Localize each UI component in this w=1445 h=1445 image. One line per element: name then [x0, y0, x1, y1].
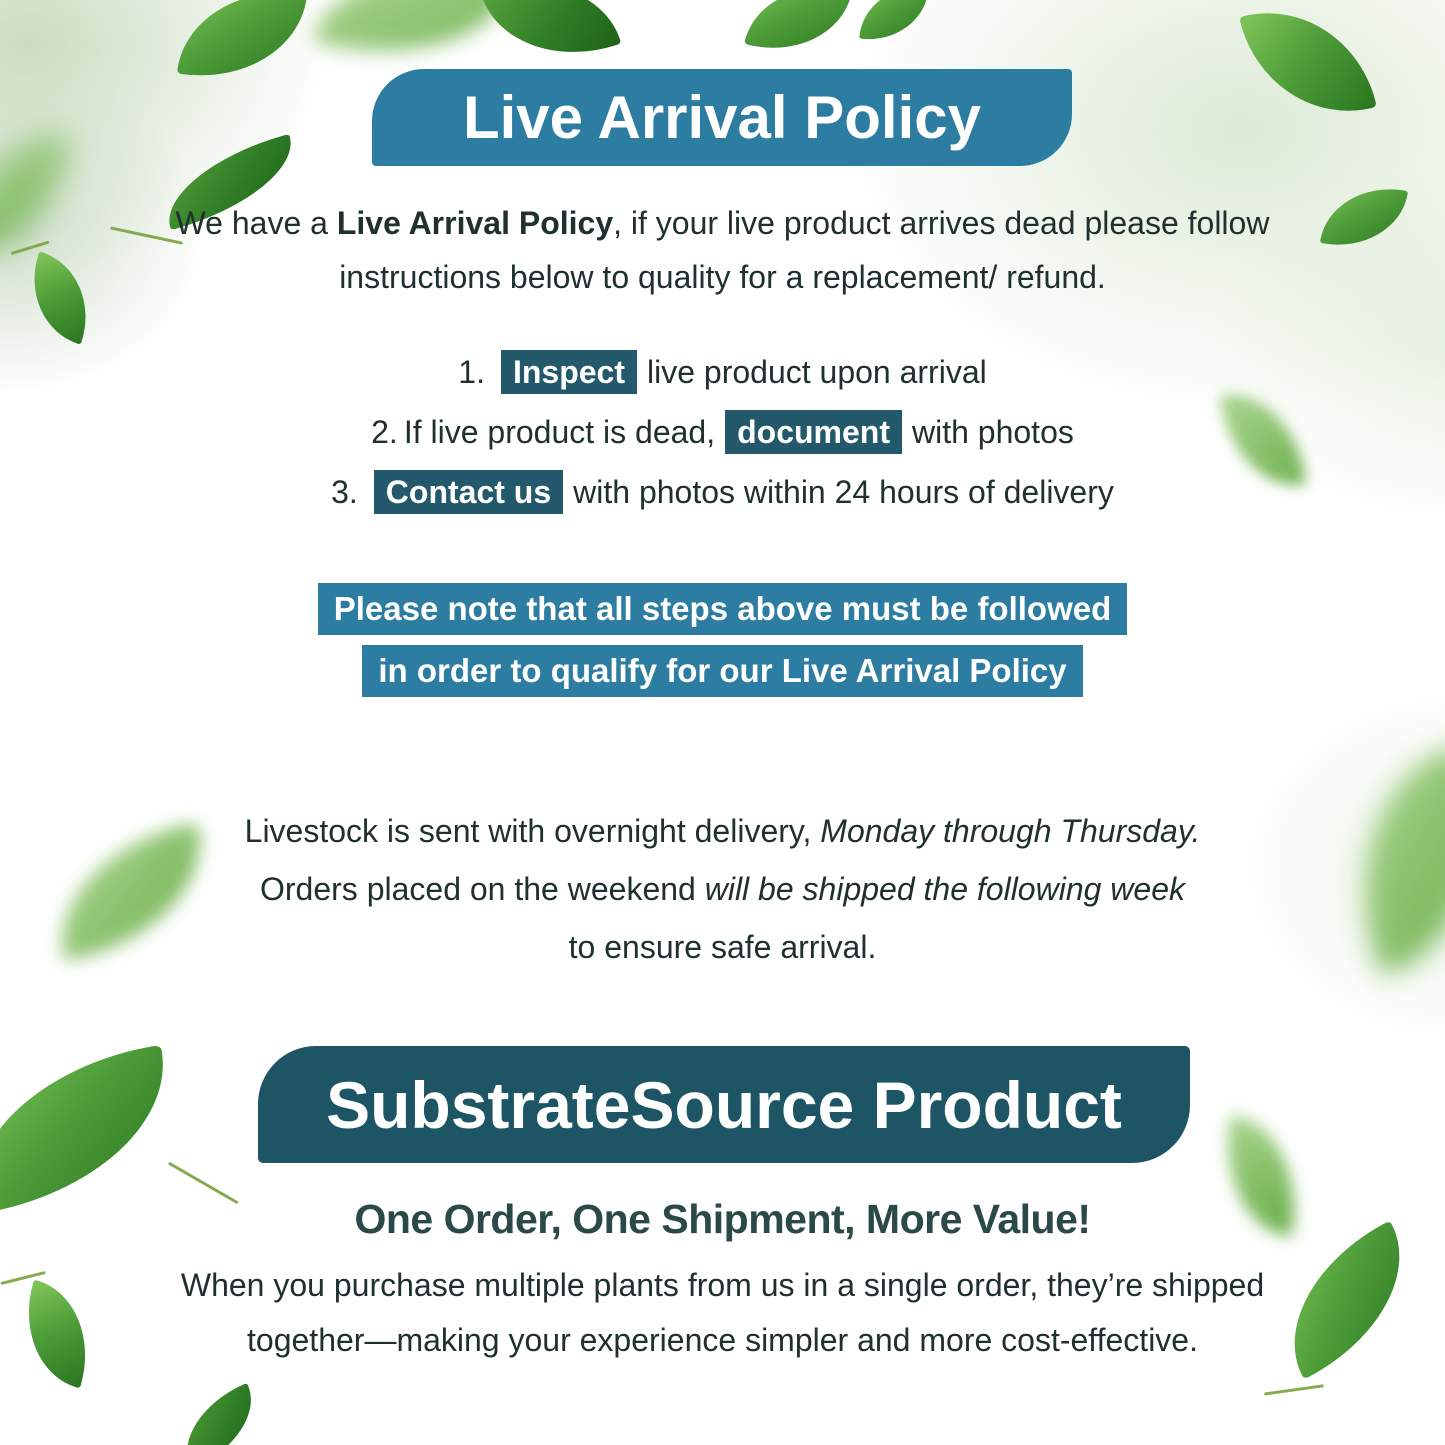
- step-highlight-inspect: Inspect: [501, 350, 637, 394]
- step-item-2: [0, 410, 1445, 454]
- value-heading-text: One Order, One Shipment, More Value!: [354, 1196, 1091, 1242]
- step-number: 2.: [371, 414, 398, 450]
- leaf-decoration: [177, 0, 307, 90]
- leaf-decoration: [1239, 0, 1377, 134]
- shipping-line2-regular: Orders placed on the weekend: [260, 871, 705, 907]
- value-heading: [0, 1196, 1445, 1243]
- step-text-pre: If live product is dead,: [403, 414, 716, 450]
- intro-text-line2: instructions below to quality for a replacement/ refund.: [339, 259, 1106, 295]
- intro-paragraph: [0, 196, 1445, 304]
- step-highlight-contact-us: Contact us: [374, 470, 563, 514]
- step-item-1: [0, 350, 1445, 394]
- intro-text-post: , if your live product arrives dead please follow: [613, 205, 1270, 241]
- shipping-line1-regular: Livestock is sent with overnight delivery,: [244, 813, 821, 849]
- step-text-post: with photos: [911, 414, 1074, 450]
- leaf-decoration: [314, 0, 511, 80]
- value-paragraph: [0, 1258, 1445, 1368]
- step-highlight-document: document: [725, 410, 902, 454]
- note-line-1-text: Please note that all steps above must be followed: [318, 583, 1128, 635]
- substratesource-product-banner-label: SubstrateSource Product: [326, 1067, 1122, 1142]
- shipping-line3: to ensure safe arrival.: [568, 929, 877, 965]
- leaf-decoration: [168, 1383, 269, 1445]
- leaf-decoration: [859, 0, 929, 45]
- value-line1: When you purchase multiple plants from us in a single order, they’re shipped: [180, 1267, 1265, 1303]
- leaf-decoration: [481, 0, 622, 80]
- step-text-post: with photos within 24 hours of delivery: [573, 474, 1114, 510]
- leaf-stem: [1264, 1384, 1324, 1395]
- step-text-post: live product upon arrival: [646, 354, 987, 390]
- note-line-2-text: in order to qualify for our Live Arrival Policy: [362, 645, 1082, 697]
- live-arrival-policy-banner-label: Live Arrival Policy: [462, 84, 982, 151]
- policy-note: [0, 583, 1445, 707]
- steps-list: [0, 350, 1445, 530]
- shipping-paragraph: [0, 802, 1445, 976]
- intro-text-bold: Live Arrival Policy: [336, 205, 614, 241]
- leaf-decoration: [0, 1045, 184, 1214]
- value-line2: together—making your experience simpler and more cost-effective.: [247, 1322, 1198, 1358]
- step-number: 1.: [458, 354, 485, 390]
- leaf-decoration: [744, 0, 852, 66]
- step-item-3: [0, 470, 1445, 514]
- note-line-2: [0, 645, 1445, 697]
- substratesource-product-banner: [258, 1046, 1190, 1163]
- note-line-1: [0, 583, 1445, 635]
- shipping-line1-italic: Monday through Thursday.: [820, 813, 1201, 849]
- intro-text-pre: We have a: [175, 205, 337, 241]
- shipping-line2-italic: will be shipped the following week: [704, 871, 1185, 907]
- step-number: 3.: [331, 474, 358, 510]
- live-arrival-policy-banner: [372, 69, 1072, 166]
